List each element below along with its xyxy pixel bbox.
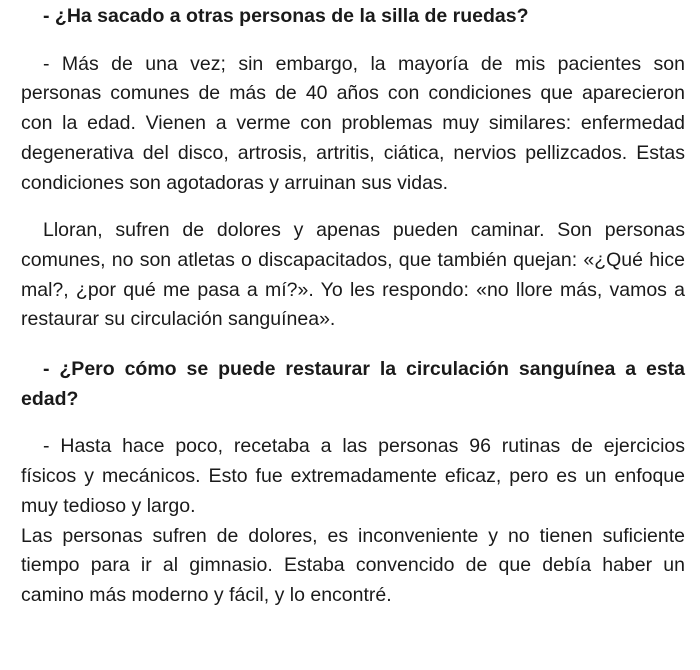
interview-question-wheelchair: - ¿Ha sacado a otras personas de la silla de ruedas?: [43, 5, 529, 27]
interview-question-circulation: - ¿Pero cómo se puede restaurar la circulación sanguínea a esta edad?: [21, 358, 685, 410]
answer-paragraph-exercises: - Hasta hace poco, recetaba a las personas 96 rutinas de ejercicios físicos y mecánicos. Esto fue extremadamente eficaz, pero es un enfoque muy tedioso y largo.: [21, 435, 685, 517]
article-body: [21, 0, 685, 611]
answer-paragraph-modern-way: Las personas sufren de dolores, es inconveniente y no tienen suficiente tiempo para ir al gimnasio. Estaba convencido de que debía haber un camino más moderno y fácil, y lo encontré.: [21, 524, 685, 606]
answer-paragraph-patients: - Más de una vez; sin embargo, la mayoría de mis pacientes son personas comunes de más de 40 años con condiciones que aparecieron con la edad. Vienen a verme con problemas muy similares: enfermedad degenerativa del disco, artrosis, artritis, ciática, nervios pellizcados. Estas condiciones son agotadoras y arruinan sus vidas.: [21, 52, 685, 194]
answer-paragraph-complaints: Lloran, sufren de dolores y apenas pueden caminar. Son personas comunes, no son atletas o discapacitados, que también quejan: «¿Qué hice mal?, ¿por qué me pasa a mí?». Yo les respondo: «no llore más, vamos a restaurar su circulación sanguínea».: [21, 219, 685, 331]
